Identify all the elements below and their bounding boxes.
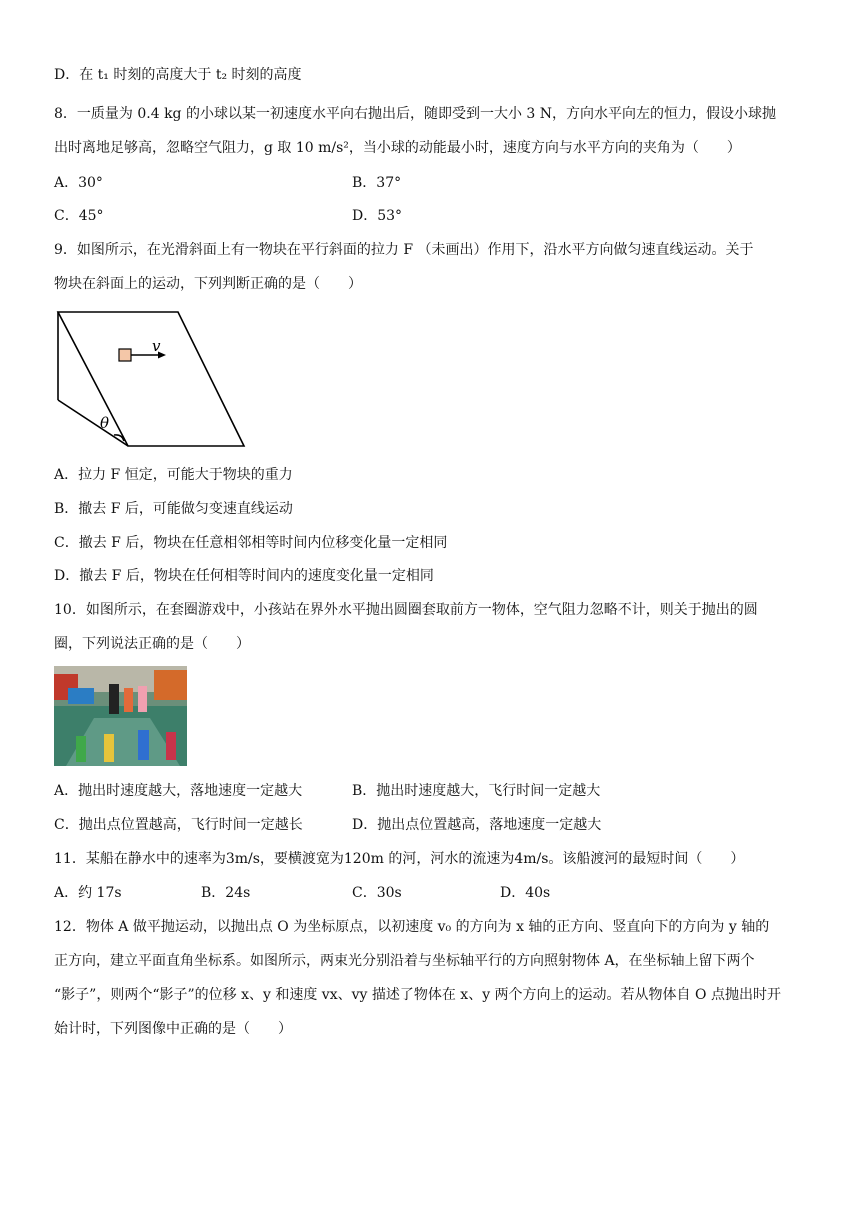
q11-option-b: B．24s [201, 885, 251, 901]
q12-stem-line-4: 始计时，下列图像中正确的是（ ） [54, 1021, 292, 1037]
photo-child-3 [138, 686, 147, 712]
q8-option-c: C．45° [54, 208, 104, 224]
ring-toss-photo [54, 666, 187, 766]
q7-option-d: D．在 t₁ 时刻的高度大于 t₂ 时刻的高度 [54, 67, 302, 83]
q9-stem-line-2: 物块在斜面上的运动，下列判断正确的是（ ） [54, 276, 362, 292]
photo-child [109, 684, 119, 714]
incline-side-edge [58, 400, 128, 446]
photo-target-yellow [104, 734, 114, 762]
q10-stem-line-2: 圈，下列说法正确的是（ ） [54, 636, 250, 652]
q8-option-b: B．37° [352, 175, 402, 191]
photo-target-blue [138, 730, 149, 760]
photo-target-green [76, 736, 86, 762]
q10-stem-line-1: 10．如图所示，在套圈游戏中，小孩站在界外水平抛出圆圈套取前方一物体，空气阻力忽略不计，则关于抛出的圆 [54, 602, 758, 618]
photo-play-structure [154, 670, 187, 700]
incline-figure [54, 308, 250, 452]
photo-blue-structure [68, 688, 94, 704]
incline-surface [58, 312, 244, 446]
q8-stem-line-1: 8．一质量为 0.4 kg 的小球以某一初速度水平向右抛出后，随即受到一大小 3 N，方向水平向左的恒力，假设小球抛 [54, 106, 777, 122]
q10-option-a: A．抛出时速度越大，落地速度一定越大 [54, 783, 303, 799]
q9-option-a: A．拉力 F 恒定，可能大于物块的重力 [54, 467, 293, 483]
angle-label: θ [100, 414, 110, 432]
q10-option-d: D．抛出点位置越高，落地速度一定越大 [352, 817, 602, 833]
q8-option-a: A．30° [54, 175, 103, 191]
q11-option-c: C．30s [352, 885, 402, 901]
q11-option-d: D．40s [500, 885, 551, 901]
q9-option-c: C．撤去 F 后，物块在任意相邻相等时间内位移变化量一定相同 [54, 535, 448, 551]
q9-option-d: D．撤去 F 后，物块在任何相等时间内的速度变化量一定相同 [54, 568, 434, 584]
q12-stem-line-1: 12．物体 A 做平抛运动，以抛出点 O 为坐标原点，以初速度 v₀ 的方向为 x 轴的正方向、竖直向下的方向为 y 轴的 [54, 919, 770, 935]
q10-option-c: C．抛出点位置越高，飞行时间一定越长 [54, 817, 303, 833]
q12-stem-line-3: “影子”，则两个“影子”的位移 x、y 和速度 vx、vy 描述了物体在 x、y 两个方向上的运动。若从物体自 O 点抛出时开 [54, 987, 781, 1003]
velocity-label: v [152, 337, 161, 355]
photo-child-2 [124, 688, 133, 712]
block-icon [119, 349, 131, 361]
q10-option-b: B．抛出时速度越大，飞行时间一定越大 [352, 783, 601, 799]
q8-option-d: D．53° [352, 208, 403, 224]
q11-option-a: A．约 17s [54, 885, 122, 901]
q8-stem-line-2: 出时离地足够高，忽略空气阻力，g 取 10 m/s²，当小球的动能最小时，速度方向与水平方向的夹角为（ ） [54, 140, 741, 156]
q9-stem-line-1: 9．如图所示，在光滑斜面上有一物块在平行斜面的拉力 F （未画出）作用下，沿水平方向做匀速直线运动。关于 [54, 242, 754, 258]
q11-stem: 11．某船在静水中的速率为3m/s，要横渡宽为120m 的河，河水的流速为4m/s。该船渡河的最短时间（ ） [54, 851, 745, 867]
photo-target-red [166, 732, 176, 760]
q12-stem-line-2: 正方向，建立平面直角坐标系。如图所示，两束光分别沿着与坐标轴平行的方向照射物体 A，在坐标轴上留下两个 [54, 953, 755, 969]
q9-option-b: B．撤去 F 后，可能做匀变速直线运动 [54, 501, 293, 517]
